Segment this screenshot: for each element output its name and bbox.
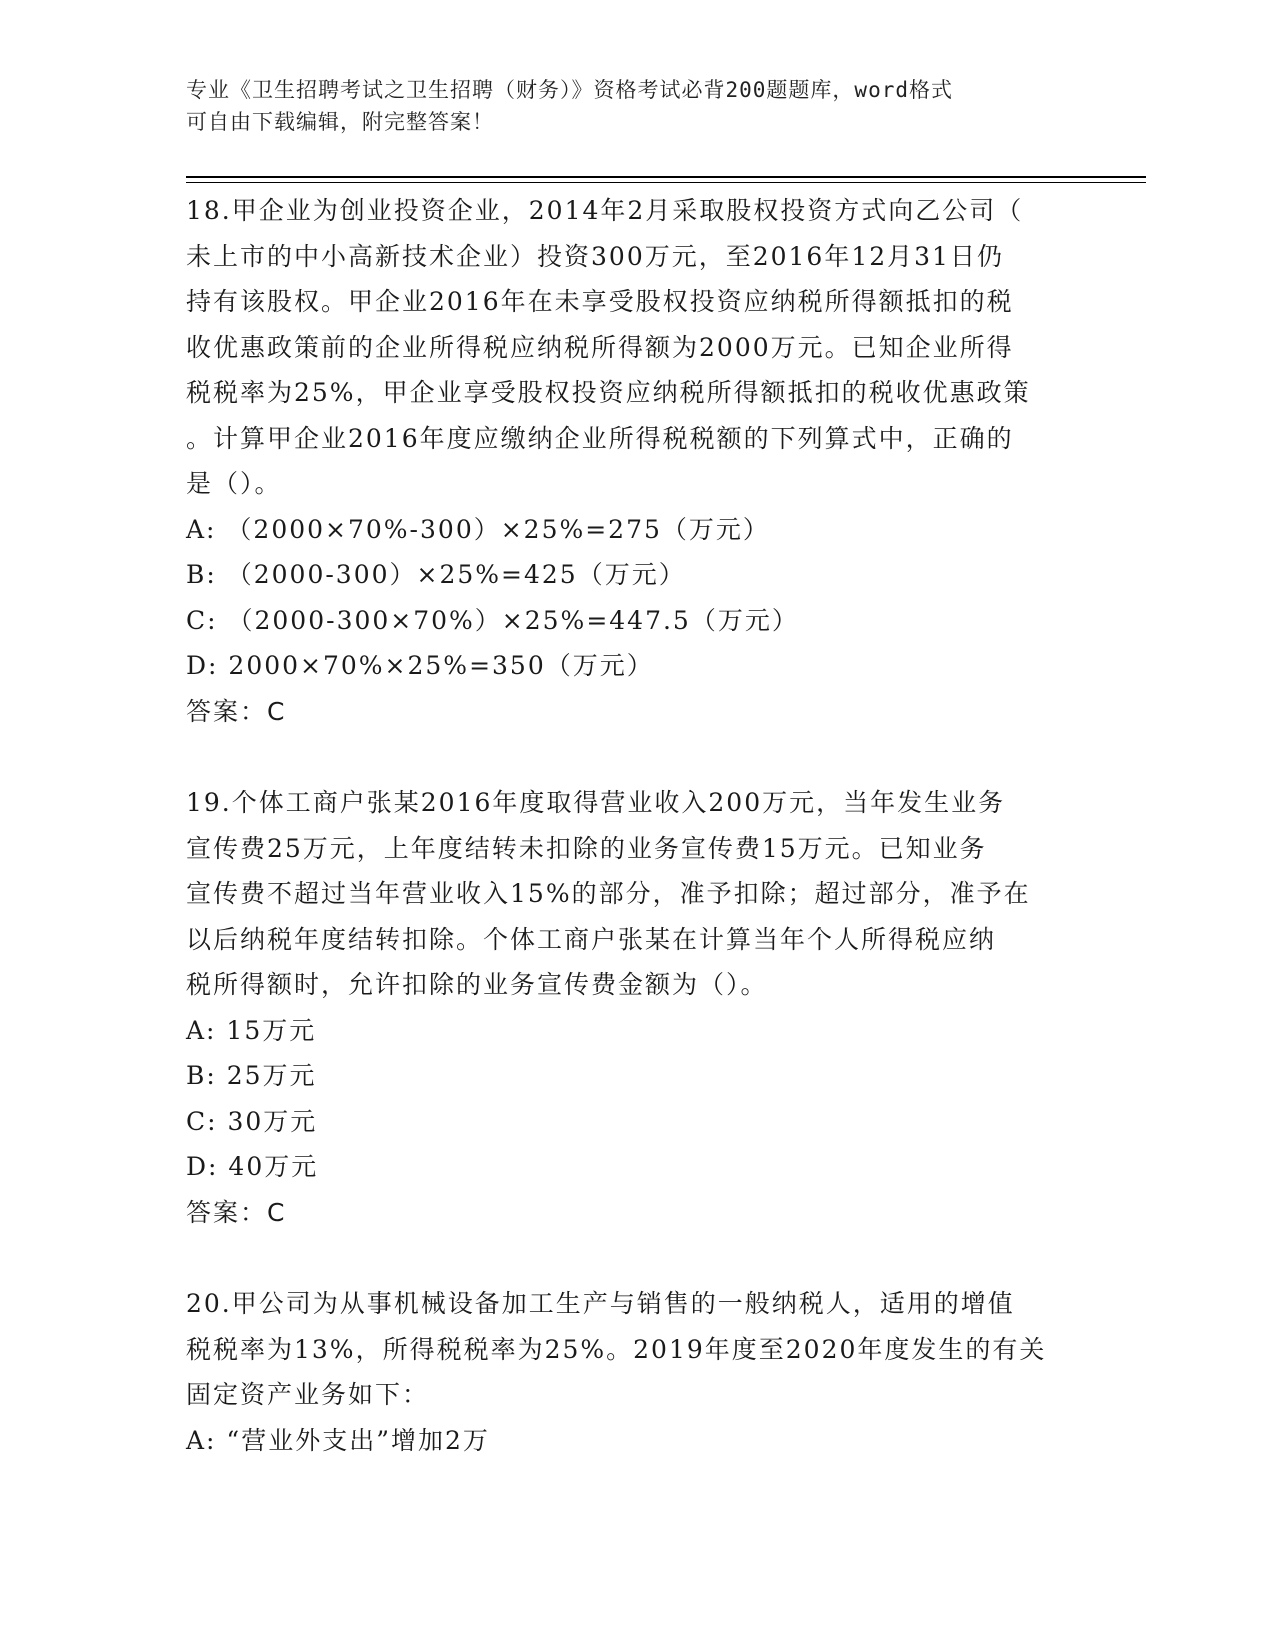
question-stem-line: 20.甲公司为从事机械设备加工生产与销售的一般纳税人，适用的增值 [186, 1289, 1015, 1318]
question-stem-line: 宣传费不超过当年营业收入15%的部分，准予扣除；超过部分，准予在 [186, 879, 1031, 908]
option-a: A: “营业外支出”增加2万 [186, 1425, 490, 1455]
question-stem-line: 持有该股权。甲企业2016年在未享受股权投资应纳税所得额抵扣的税 [186, 287, 1014, 316]
question-list [186, 188, 1086, 1509]
option-c: C: （2000-300×70%）×25%=447.5（万元） [186, 605, 799, 635]
option-c: C: 30万元 [186, 1106, 318, 1136]
option-b: B: （2000-300）×25%=425（万元） [186, 560, 686, 589]
question-stem-line: 19.个体工商户张某2016年度取得营业收入200万元，当年发生业务 [186, 788, 1006, 817]
question-stem-line: 税税率为13%，所得税税率为25%。2019年度至2020年度发生的有关 [186, 1334, 1047, 1364]
header-line-2: 可自由下载编辑，附完整答案！ [186, 110, 494, 134]
header-divider-thin [186, 182, 1146, 183]
question-stem-line: 税税率为25%，甲企业享受股权投资应纳税所得额抵扣的税收优惠政策 [186, 378, 1031, 407]
answer-line: 答案：C [186, 1197, 287, 1227]
option-a: A: 15万元 [186, 1015, 317, 1045]
question-18 [186, 188, 1086, 734]
question-stem-line: 宣传费25万元，上年度结转未扣除的业务宣传费15万元。已知业务 [186, 833, 987, 863]
option-a: A: （2000×70%-300）×25%=275（万元） [186, 514, 770, 544]
option-d: D: 40万元 [186, 1152, 319, 1181]
question-stem-line: 是（）。 [186, 469, 282, 498]
question-stem-line: 收优惠政策前的企业所得税应纳税所得额为2000万元。已知企业所得 [186, 332, 1014, 362]
option-b: B: 25万元 [186, 1061, 317, 1090]
question-stem-line: 税所得额时，允许扣除的业务宣传费金额为（）。 [186, 970, 768, 999]
answer-line: 答案：C [186, 696, 287, 726]
header-line-1: 专业《卫生招聘考试之卫生招聘（财务）》资格考试必背200题题库，word格式 [186, 78, 953, 102]
question-stem-line: 未上市的中小高新技术企业）投资300万元，至2016年12月31日仍 [186, 241, 1004, 271]
question-stem-line: 。计算甲企业2016年度应缴纳企业所得税税额的下列算式中，正确的 [186, 423, 1014, 453]
header-divider-thick [186, 176, 1146, 178]
question-19 [186, 780, 1086, 1235]
question-stem-line: 以后纳税年度结转扣除。个体工商户张某在计算当年个人所得税应纳 [186, 924, 997, 954]
question-stem-line: 18.甲企业为创业投资企业，2014年2月采取股权投资方式向乙公司（ [186, 196, 1024, 225]
document-header [186, 74, 1086, 138]
question-stem-line: 固定资产业务如下： [186, 1380, 430, 1409]
option-d: D: 2000×70%×25%=350（万元） [186, 651, 654, 680]
question-20 [186, 1281, 1086, 1463]
